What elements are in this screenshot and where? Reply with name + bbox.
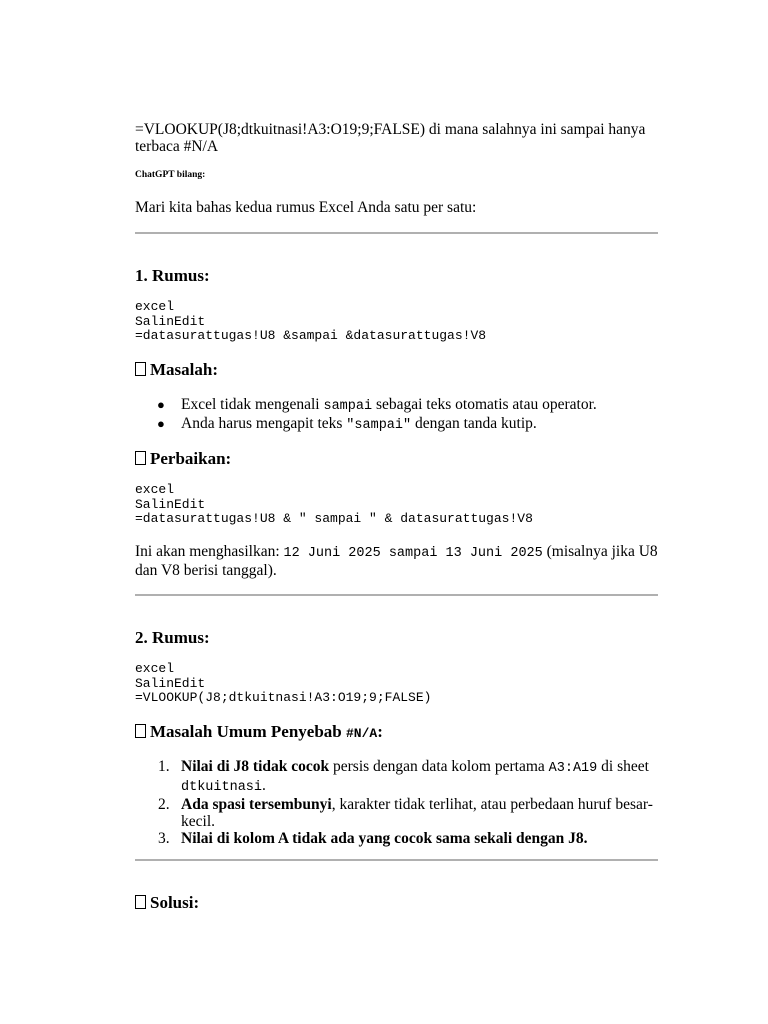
search-icon bbox=[135, 724, 146, 738]
code-lang-label: excel bbox=[135, 661, 175, 676]
fix-code-block bbox=[135, 483, 533, 527]
section2-heading: 2. Rumus: bbox=[135, 628, 210, 647]
check-icon bbox=[135, 451, 146, 465]
check-icon bbox=[135, 895, 146, 909]
code-lang-label: excel bbox=[135, 299, 175, 314]
intro-text: Mari kita bahas kedua rumus Excel Anda satu per satu: bbox=[135, 199, 477, 216]
list-item: ● Anda harus mengapit teks "sampai" dengan tanda kutip. bbox=[157, 415, 537, 433]
code-text: =VLOOKUP(J8;dtkuitnasi!A3:O19;9;FALSE) bbox=[135, 690, 432, 705]
common-problem-heading: Masalah Umum Penyebab #N/A: bbox=[135, 722, 383, 744]
copy-edit-actions[interactable]: SalinEdit bbox=[135, 675, 206, 691]
copy-edit-actions[interactable]: SalinEdit bbox=[135, 496, 206, 512]
divider bbox=[135, 594, 658, 596]
result-text: Ini akan menghasilkan: 12 Juni 2025 sampai 13 Juni 2025 (misalnya jika U8 dan V8 berisi tanggal). bbox=[135, 543, 658, 579]
user-question: =VLOOKUP(J8;dtkuitnasi!A3:O19;9;FALSE) di mana salahnya ini sampai hanya terbaca #N/A bbox=[135, 121, 646, 155]
section2-code-block bbox=[135, 662, 431, 706]
divider bbox=[135, 232, 658, 234]
solution-heading: Solusi: bbox=[135, 893, 199, 913]
list-item: 2. Ada spasi tersembunyi, karakter tidak terlihat, atau perbedaan huruf besar-kecil. bbox=[158, 796, 653, 830]
fix-heading: Perbaikan: bbox=[135, 449, 231, 469]
copy-edit-actions[interactable]: SalinEdit bbox=[135, 313, 206, 329]
warning-icon bbox=[135, 362, 146, 376]
code-text: =datasurattugas!U8 &sampai &datasurattugas!V8 bbox=[135, 328, 487, 343]
list-item: 3. Nilai di kolom A tidak ada yang cocok sama sekali dengan J8. bbox=[158, 830, 588, 847]
code-text: =datasurattugas!U8 & " sampai " & datasurattugas!V8 bbox=[135, 511, 533, 526]
problem-list bbox=[135, 396, 658, 434]
chatgpt-label: ChatGPT bilang: bbox=[135, 170, 206, 180]
section1-code-block bbox=[135, 300, 486, 344]
list-item: ● Excel tidak mengenali sampai sebagai teks otomatis atau operator. bbox=[157, 396, 597, 414]
section1-heading: 1. Rumus: bbox=[135, 266, 210, 285]
code-lang-label: excel bbox=[135, 482, 175, 497]
list-item: 1. Nilai di J8 tidak cocok persis dengan data kolom pertama A3:A19 di sheet dtkuitnasi. bbox=[158, 758, 649, 795]
problem-heading: Masalah: bbox=[135, 360, 218, 380]
divider bbox=[135, 859, 658, 861]
cause-list bbox=[135, 758, 658, 847]
